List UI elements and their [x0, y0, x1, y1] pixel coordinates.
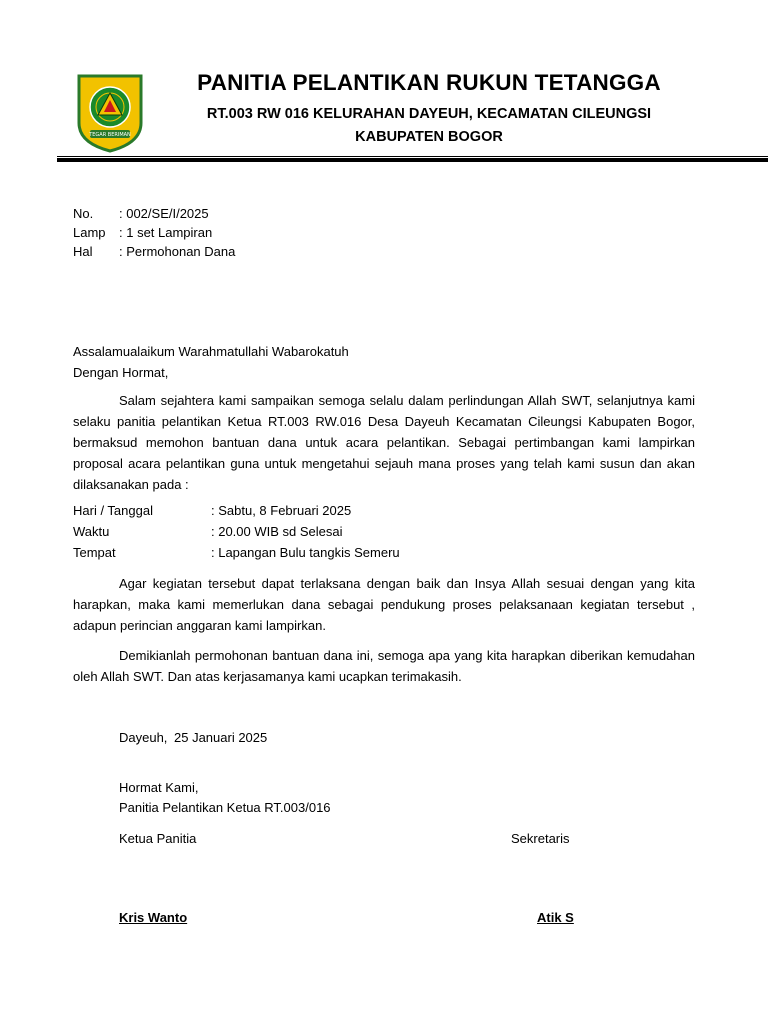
- detail-place-label: Tempat: [73, 545, 116, 560]
- closing-regards: Hormat Kami,: [119, 780, 199, 795]
- letterhead-subtitle-2: KABUPATEN BOGOR: [355, 129, 503, 145]
- signature-role-secretary: Sekretaris: [511, 831, 570, 846]
- letterhead-subtitle: RT.003 RW 016 KELURAHAN DAYEUH, KECAMATAN CILEUNGSI: [206, 106, 652, 122]
- detail-day-date-value: : Sabtu, 8 Februari 2025: [211, 503, 352, 518]
- body-paragraph-3: Demikianlah permohonan bantuan dana ini, semoga apa yang kita harapkan diberikan kemudahan oleh Allah SWT. Dan atas kerjasamanya kami ucapkan terimakasih.: [73, 648, 695, 684]
- svg-text:TEGAR BERIMAN: TEGAR BERIMAN: [89, 132, 131, 138]
- closing-place: Dayeuh,: [119, 730, 168, 745]
- kabupaten-bogor-emblem-icon: [76, 73, 144, 153]
- header-divider-thick: [57, 158, 768, 162]
- ref-subject-value: : Permohonan Dana: [119, 244, 236, 259]
- ref-number-value: : 002/SE/I/2025: [119, 206, 209, 221]
- detail-day-date-label: Hari / Tanggal: [73, 503, 153, 518]
- signature-role-chairman: Ketua Panitia: [119, 831, 197, 846]
- body-paragraph-1: Salam sejahtera kami sampaikan semoga selalu dalam perlindungan Allah SWT, selanjutnya kami selaku panitia pelantikan Ketua RT.003 RW.016 Desa Dayeuh Kecamatan Cileungsi Kabupaten Bogor, bermaksud memohon bantuan dana untuk acara pelantikan. Sebagai pertimbangan kami lampirkan proposal acara pelantikan guna untuk mengetahui sejauh mana proses yang telah kami susun dan akan dilaksanakan pada :: [73, 393, 695, 492]
- ref-number-label: No.: [73, 206, 94, 221]
- body-paragraph-2: Agar kegiatan tersebut dapat terlaksana dengan baik dan Insya Allah sesuai dengan yang kita harapkan, maka kami memerlukan dana sebagai pendukung proses pelaksanaan kegiatan tersebut , adapun perincian anggaran kami lampirkan.: [73, 576, 695, 633]
- detail-time-value: : 20.00 WIB sd Selesai: [211, 524, 343, 539]
- ref-attachment-value: : 1 set Lampiran: [119, 225, 213, 240]
- header-divider-thin: [57, 156, 768, 157]
- letterhead-title: PANITIA PELANTIKAN RUKUN TETANGGA: [197, 70, 661, 95]
- salutation: Dengan Hormat,: [73, 365, 169, 380]
- ref-subject-label: Hal: [73, 244, 93, 259]
- detail-place-value: : Lapangan Bulu tangkis Semeru: [211, 545, 400, 560]
- ref-attachment-label: Lamp: [73, 225, 106, 240]
- signature-name-secretary: Atik S: [537, 910, 574, 925]
- detail-time-label: Waktu: [73, 524, 110, 539]
- greeting: Assalamualaikum Warahmatullahi Wabarokatuh: [73, 344, 349, 359]
- closing-committee: Panitia Pelantikan Ketua RT.003/016: [119, 800, 331, 815]
- closing-date: 25 Januari 2025: [174, 730, 268, 745]
- signature-name-chairman: Kris Wanto: [119, 910, 188, 925]
